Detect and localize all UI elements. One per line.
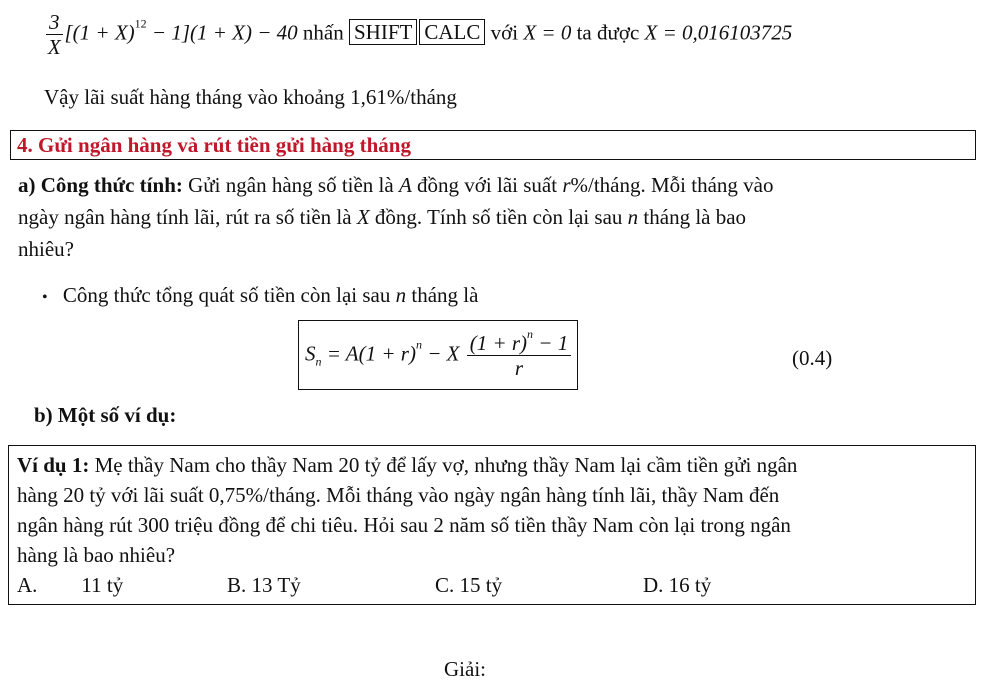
fraction-numerator: 3 <box>46 10 63 35</box>
option-b <box>227 570 301 600</box>
part-a-text-2: đồng với lãi suất <box>411 173 563 197</box>
var-x: X <box>356 205 370 229</box>
fraction-denominator: X <box>47 35 61 59</box>
example-1-text-1: Mẹ thầy Nam cho thầy Nam 20 tỷ để lấy vợ, nhưng thầy Nam lại cầm tiền gửi ngân <box>89 453 798 477</box>
main-formula-box <box>298 320 578 390</box>
formula-fraction <box>467 327 572 380</box>
fraction-den: r <box>514 356 524 380</box>
part-a-text-3: %/tháng. Mỗi tháng vào <box>570 173 774 197</box>
formula-bracket-close: − 1] <box>146 20 191 45</box>
example-1-line-1 <box>17 450 797 480</box>
with-text: với <box>490 20 519 45</box>
part-a-text-6: tháng là bao <box>638 205 747 229</box>
calc-key: CALC <box>419 19 485 45</box>
formula-lhs-sub: n <box>315 354 322 369</box>
formula-exponent-12: 12 <box>134 16 147 31</box>
formula-bracket-open: [(1 + X) <box>64 20 135 45</box>
top-formula <box>44 10 792 59</box>
part-b-label <box>34 400 176 430</box>
part-b-label-text: b) Một số ví dụ: <box>34 403 177 427</box>
formula-minus-x: − X <box>421 341 460 366</box>
bullet-icon: • <box>42 289 48 306</box>
part-a-label: a) Công thức tính: <box>18 173 183 197</box>
part-a-line-3: nhiêu? <box>18 237 74 261</box>
section-4-title: 4. Gửi ngân hàng và rút tiền gửi hàng tháng <box>17 133 411 157</box>
example-1-box <box>8 445 976 605</box>
option-a-letter: A. <box>17 573 38 597</box>
part-a-line-2 <box>18 202 746 232</box>
part-a-text-4: ngày ngân hàng tính lãi, rút ra số tiền là <box>18 205 357 229</box>
fraction-num: (1 + r) <box>469 331 528 355</box>
rate-line: Vậy lãi suất hàng tháng vào khoảng 1,61%/tháng <box>44 85 457 109</box>
x-zero: X = 0 <box>523 20 572 45</box>
fraction-3-over-x <box>46 10 63 59</box>
example-1-line-3: ngân hàng rút 300 triệu đồng để chi tiêu. Hỏi sau 2 năm số tiền thầy Nam còn lại trong ngân <box>17 513 791 537</box>
option-b-letter: B. <box>227 573 247 597</box>
bullet-text-1: Công thức tổng quát số tiền còn lại sau <box>62 283 396 307</box>
option-b-text: 13 Tỷ <box>251 573 301 597</box>
part-a-text-5: đồng. Tính số tiền còn lại sau <box>369 205 628 229</box>
var-r: r <box>562 173 571 197</box>
example-1-line-4: hàng là bao nhiêu? <box>17 543 176 567</box>
formula-multiplier: (1 + X) − 40 <box>190 20 298 45</box>
formula-exp-n: n <box>415 337 422 352</box>
solution-label: Giải: <box>444 657 486 681</box>
result-text: ta được <box>576 20 640 45</box>
var-n: n <box>627 205 639 229</box>
formula-eq: = A(1 + r) <box>321 341 416 366</box>
formula-lhs: S <box>305 341 316 366</box>
option-d-text: 16 tỷ <box>668 573 712 597</box>
example-1-line-2: hàng 20 tỷ với lãi suất 0,75%/tháng. Mỗi tháng vào ngày ngân hàng tính lãi, thầy Nam đến <box>17 483 780 507</box>
fraction-num-tail: − 1 <box>533 331 569 355</box>
press-text: nhấn <box>302 20 344 45</box>
result-value: X = 0,016103725 <box>644 20 793 45</box>
main-formula <box>305 327 573 380</box>
var-a: A <box>398 173 412 197</box>
option-d-letter: D. <box>643 573 664 597</box>
section-4-box <box>10 130 976 160</box>
option-d <box>643 570 711 600</box>
option-c-letter: C. <box>435 573 455 597</box>
equation-number: (0.4) <box>792 346 833 370</box>
shift-key: SHIFT <box>349 19 417 45</box>
fraction-num-exp: n <box>527 327 534 341</box>
bullet-line <box>42 280 478 313</box>
part-a-text-1: Gửi ngân hàng số tiền là <box>182 173 399 197</box>
bullet-text-2: tháng là <box>406 283 479 307</box>
option-c-text: 15 tỷ <box>459 573 503 597</box>
example-1-label: Ví dụ 1: <box>17 453 90 477</box>
option-a <box>17 570 123 600</box>
bullet-var-n: n <box>395 283 407 307</box>
option-a-text: 11 tỷ <box>81 573 124 597</box>
option-c <box>435 570 502 600</box>
part-a-line-1 <box>18 170 976 200</box>
